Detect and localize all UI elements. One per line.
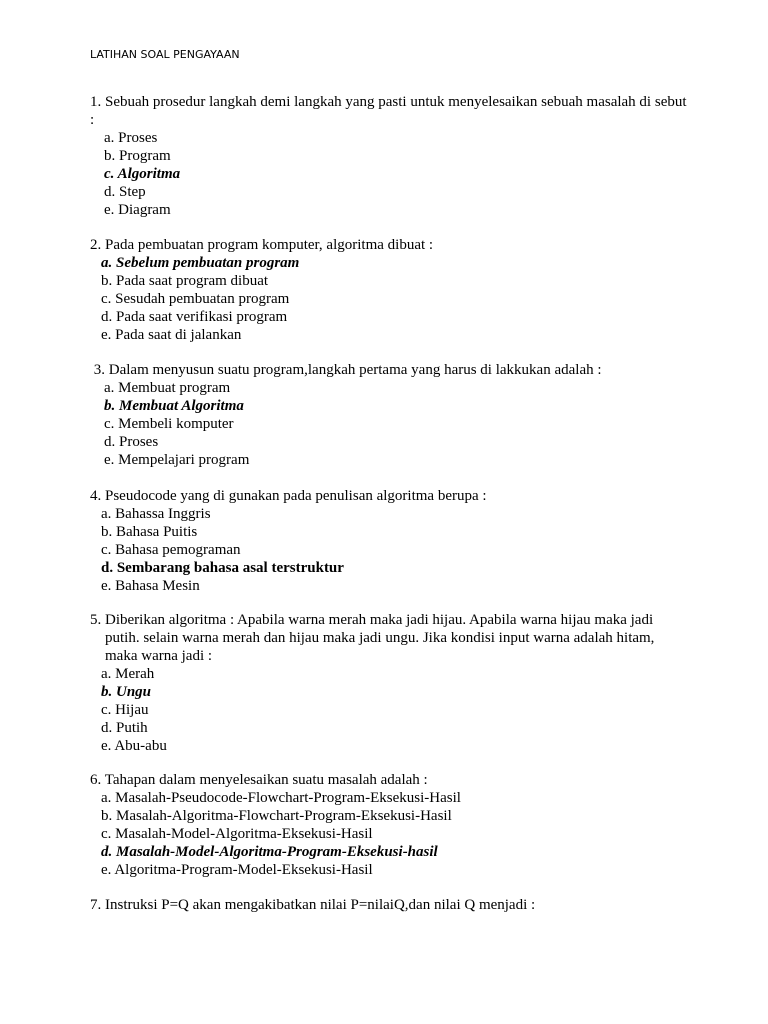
question-stem: 5. Diberikan algoritma : Apabila warna merah maka jadi hijau. Apabila warna hijau maka jadi	[90, 612, 654, 628]
option-d: d. Pada saat verifikasi program	[101, 309, 288, 325]
option-list	[90, 129, 690, 219]
option-list	[90, 254, 690, 344]
option-d: d. Putih	[101, 720, 148, 736]
option-e: e. Diagram	[104, 202, 171, 218]
option-c: c. Hijau	[101, 702, 149, 718]
option-d-correct: d. Sembarang bahasa asal terstruktur	[101, 560, 344, 576]
option-e: e. Pada saat di jalankan	[101, 327, 242, 343]
option-e: e. Algoritma-Program-Model-Eksekusi-Hasil	[101, 862, 373, 878]
option-list	[90, 379, 690, 469]
option-c: c. Masalah-Model-Algoritma-Eksekusi-Hasil	[101, 826, 373, 842]
question-4	[90, 487, 690, 595]
option-list	[90, 665, 690, 755]
option-b-correct: b. Ungu	[101, 684, 152, 700]
option-e: e. Abu-abu	[101, 738, 167, 754]
question-3	[90, 361, 690, 469]
question-5	[90, 611, 690, 755]
option-list	[90, 505, 690, 595]
option-d: d. Proses	[104, 434, 159, 450]
option-a: a. Membuat program	[104, 380, 231, 396]
question-stem-continuation: putih. selain warna merah dan hijau maka jadi ungu. Jika kondisi input warna adalah hitam,	[105, 630, 655, 646]
option-b: b. Masalah-Algoritma-Flowchart-Program-Eksekusi-Hasil	[101, 808, 452, 824]
option-list	[90, 789, 690, 879]
option-a-correct: a. Sebelum pembuatan program	[101, 255, 300, 271]
option-b: b. Program	[104, 148, 171, 164]
question-stem-continuation: maka warna jadi :	[105, 648, 213, 664]
option-b-correct: b. Membuat Algoritma	[104, 398, 244, 414]
question-stem: 1. Sebuah prosedur langkah demi langkah yang pasti untuk menyelesaikan sebuah masalah di sebut :	[90, 94, 687, 128]
option-e: e. Mempelajari program	[104, 452, 250, 468]
option-d: d. Step	[104, 184, 146, 200]
question-7	[90, 896, 690, 914]
option-c-correct: c. Algoritma	[104, 166, 181, 182]
question-1	[90, 93, 690, 219]
page-title: LATIHAN SOAL PENGAYAAN	[90, 48, 240, 61]
option-c: c. Sesudah pembuatan program	[101, 291, 290, 307]
option-c: c. Membeli komputer	[104, 416, 234, 432]
question-2	[90, 236, 690, 344]
question-6	[90, 771, 690, 879]
option-a: a. Merah	[101, 666, 155, 682]
question-stem: 7. Instruksi P=Q akan mengakibatkan nilai P=nilaiQ,dan nilai Q menjadi :	[90, 897, 536, 913]
option-b: b. Bahasa Puitis	[101, 524, 198, 540]
option-a: a. Masalah-Pseudocode-Flowchart-Program-Eksekusi-Hasil	[101, 790, 461, 806]
option-b: b. Pada saat program dibuat	[101, 273, 269, 289]
option-e: e. Bahasa Mesin	[101, 578, 200, 594]
option-a: a. Bahassa Inggris	[101, 506, 211, 522]
question-stem: 2. Pada pembuatan program komputer, algoritma dibuat :	[90, 237, 434, 253]
option-c: c. Bahasa pemograman	[101, 542, 241, 558]
option-d-correct: d. Masalah-Model-Algoritma-Program-Eksekusi-hasil	[101, 844, 438, 860]
question-stem: 3. Dalam menyusun suatu program,langkah pertama yang harus di lakkukan adalah :	[90, 362, 602, 378]
question-stem: 6. Tahapan dalam menyelesaikan suatu masalah adalah :	[90, 772, 428, 788]
question-stem: 4. Pseudocode yang di gunakan pada penulisan algoritma berupa :	[90, 488, 487, 504]
option-a: a. Proses	[104, 130, 158, 146]
